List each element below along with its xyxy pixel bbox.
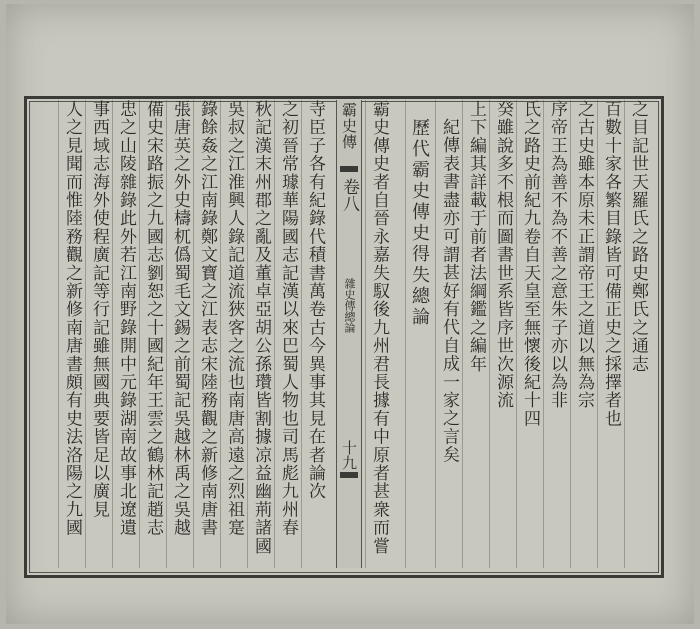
- column-rule: [462, 100, 463, 568]
- left-text-column: 錄餘姦之江南錄鄭文寶之江表志宋陸務觀之新修南唐書: [197, 100, 217, 537]
- right-text-column: 霸史傳史者自晉永嘉失馭後九州君長據有中原者甚衆而嘗: [369, 100, 389, 555]
- column-rule: [543, 100, 544, 568]
- right-text-column: 歷代霸史傳史得失總論: [409, 118, 430, 328]
- column-rule: [597, 100, 598, 568]
- right-text-column: 之目記世天羅氏之路史鄭氏之通志: [628, 100, 648, 373]
- column-rule: [301, 100, 302, 568]
- left-text-column: 備史宋路振之九國志劉恕之十國紀年王雲之鶴林記趙志: [143, 100, 163, 537]
- column-rule: [166, 100, 167, 568]
- left-text-column: 張唐英之外史檮杌僞蜀毛文錫之前蜀記吳越林禹之吳越: [170, 100, 190, 537]
- column-rule: [489, 100, 490, 568]
- fishtail-section-title: 雜史傳總論: [343, 278, 356, 333]
- column-rule: [624, 100, 625, 568]
- column-rule: [139, 100, 140, 568]
- right-text-column: 氏之路史前紀九卷自天皇至無懷後紀十四: [520, 100, 540, 428]
- right-text-column: 百數十家各繁目錄皆可備正史之採擇者也: [601, 100, 621, 428]
- column-rule: [274, 100, 275, 568]
- left-text-column: 忠之山陵雜錄此外若江南野錄開中元錄湖南故事北遼遺: [116, 100, 136, 537]
- left-text-column: 吳叔之江淮興人錄記道流狹客之流也南唐高遠之烈祖寔: [224, 100, 244, 537]
- column-rule: [365, 100, 366, 568]
- center-fishtail: [336, 100, 362, 568]
- fishtail-upper-mark: [340, 166, 358, 172]
- column-rule: [85, 100, 86, 568]
- left-text-column: 人之見聞而惟陸務觀之新修南唐書頗有史法洛陽之九國: [62, 100, 82, 537]
- column-rule: [435, 100, 436, 568]
- column-rule: [58, 100, 59, 568]
- column-rule: [570, 100, 571, 568]
- column-rule: [220, 100, 221, 568]
- column-rule: [112, 100, 113, 568]
- fishtail-page-number: 十九: [340, 440, 358, 470]
- fishtail-lower-mark: [340, 472, 358, 478]
- right-text-column: 之古史雖本原未正謂帝王之道以無為宗: [574, 100, 594, 410]
- right-text-column: 癸雖說多不根而圖書世系皆序世次源流: [493, 100, 513, 410]
- right-text-column: 上下編其詳載于前者法綱鑑之編年: [466, 100, 486, 373]
- fishtail-volume: 卷八: [339, 178, 359, 212]
- left-text-column: 寺臣子各有紀錄代積書萬卷古今異事其見在者論次: [305, 100, 325, 501]
- column-rule: [405, 100, 406, 568]
- left-text-column: 事西域志海外使程廣記等行記雖無國典要皆足以廣見: [89, 100, 109, 519]
- column-rule: [247, 100, 248, 568]
- right-text-column: 序帝王為善不為不善之意朱子亦以為非: [547, 100, 567, 410]
- right-text-column: 紀傳表書盡亦可謂甚好有代自成一家之言矣: [439, 118, 459, 464]
- left-text-column: 秋記漢末州郡之亂及董卓亞胡公孫瓚皆割據凉益幽荊諸國: [251, 100, 271, 555]
- column-rule: [516, 100, 517, 568]
- fishtail-book-title: 霸史傳: [340, 102, 358, 150]
- column-rule: [193, 100, 194, 568]
- left-text-column: 之初晉常璩華陽國志記漢以來巴蜀人物也司馬彪九州春: [278, 100, 298, 537]
